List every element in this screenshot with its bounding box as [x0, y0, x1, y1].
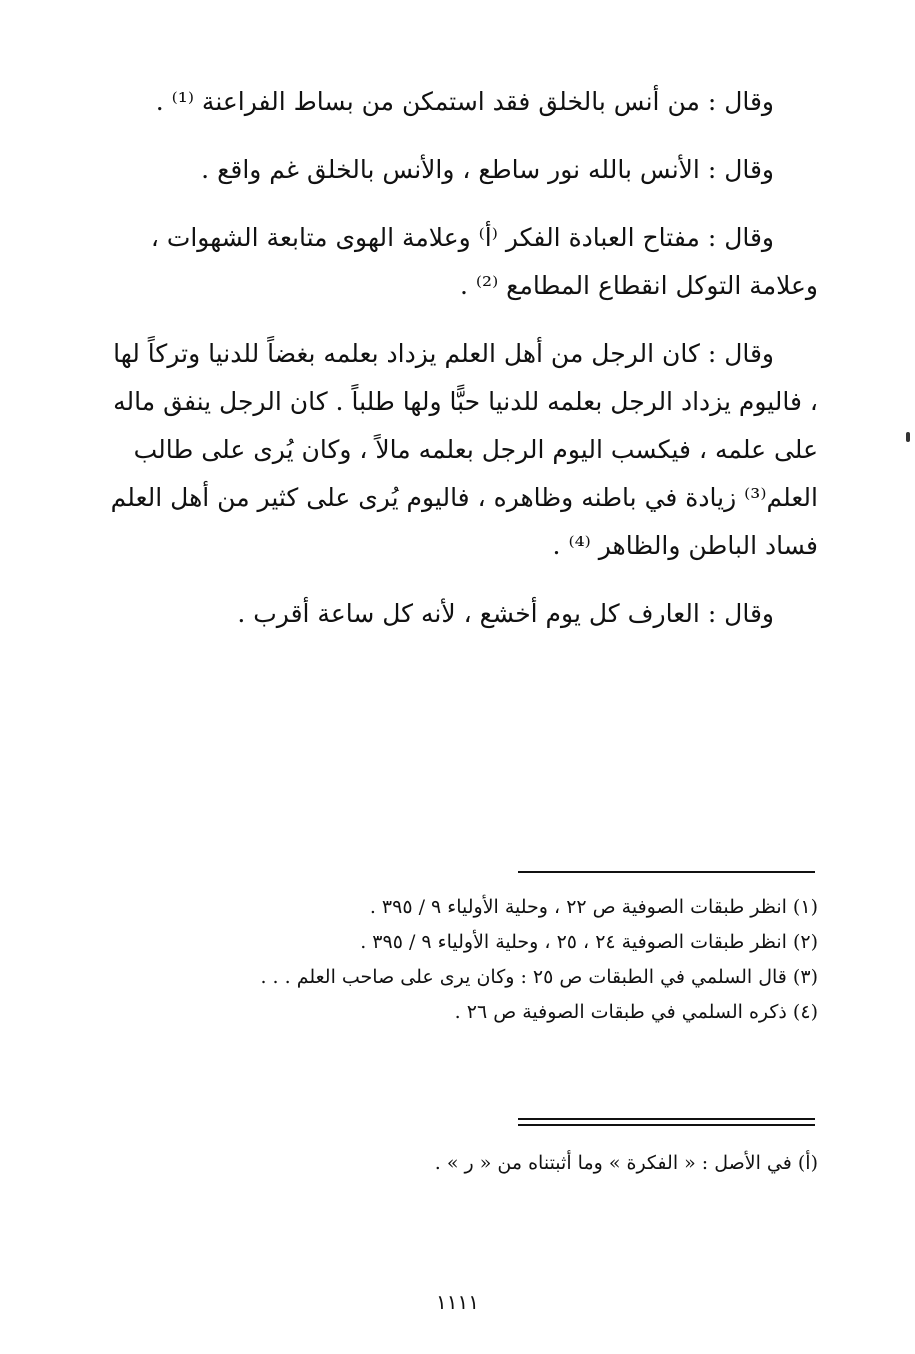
paragraph: وقال : كان الرجل من أهل العلم يزداد بعلمه بغضاً للدنيا وتركاً لها ، فاليوم يزداد الرجل بعلمه للدنيا حبًّا ولها طلباً . كان الرجل ينفق ماله على علمه ، فيكسب اليوم الرجل بعلمه مالاً ، وكان يُرى على طالب العلم⁽³⁾ زيادة في باطنه وظاهره ، فاليوم يُرى على كثير من أهل العلم فساد الباطن والظاهر ⁽⁴⁾ .	[110, 339, 818, 560]
footnote-separator	[518, 871, 815, 873]
footnote-item: (٣) قال السلمي في الطبقات ص ٢٥ : وكان يرى على صاحب العلم . . .	[260, 966, 818, 988]
page-number: ١١١١	[436, 1290, 479, 1314]
paragraph: وقال : العارف كل يوم أخشع ، لأنه كل ساعة أقرب .	[237, 599, 774, 628]
variant-notes-separator	[518, 1118, 815, 1126]
paragraph: وقال : الأنس بالله نور ساطع ، والأنس بالخلق غم واقع .	[201, 155, 774, 184]
variant-notes	[100, 1146, 818, 1181]
main-text	[100, 78, 818, 658]
paragraph: وقال : من أنس بالخلق فقد استمكن من بساط الفراعنة ⁽¹⁾ .	[155, 87, 774, 116]
footnote-item: (٢) انظر طبقات الصوفية ٢٤ ، ٢٥ ، وحلية الأولياء ٩ / ٣٩٥ .	[360, 931, 818, 953]
footnote-item: (٤) ذكره السلمي في طبقات الصوفية ص ٢٦ .	[454, 1001, 818, 1023]
paragraph: وقال : مفتاح العبادة الفكر ⁽أ⁾ وعلامة الهوى متابعة الشهوات ، وعلامة التوكل انقطاع المطامع ⁽²⁾ .	[150, 223, 818, 300]
margin-speck	[906, 432, 910, 442]
variant-note-item: (أ) في الأصل : « الفكرة » وما أثبتناه من « ر » .	[434, 1152, 818, 1174]
footnote-item: (١) انظر طبقات الصوفية ص ٢٢ ، وحلية الأولياء ٩ / ٣٩٥ .	[369, 896, 818, 918]
footnotes	[100, 890, 818, 1030]
